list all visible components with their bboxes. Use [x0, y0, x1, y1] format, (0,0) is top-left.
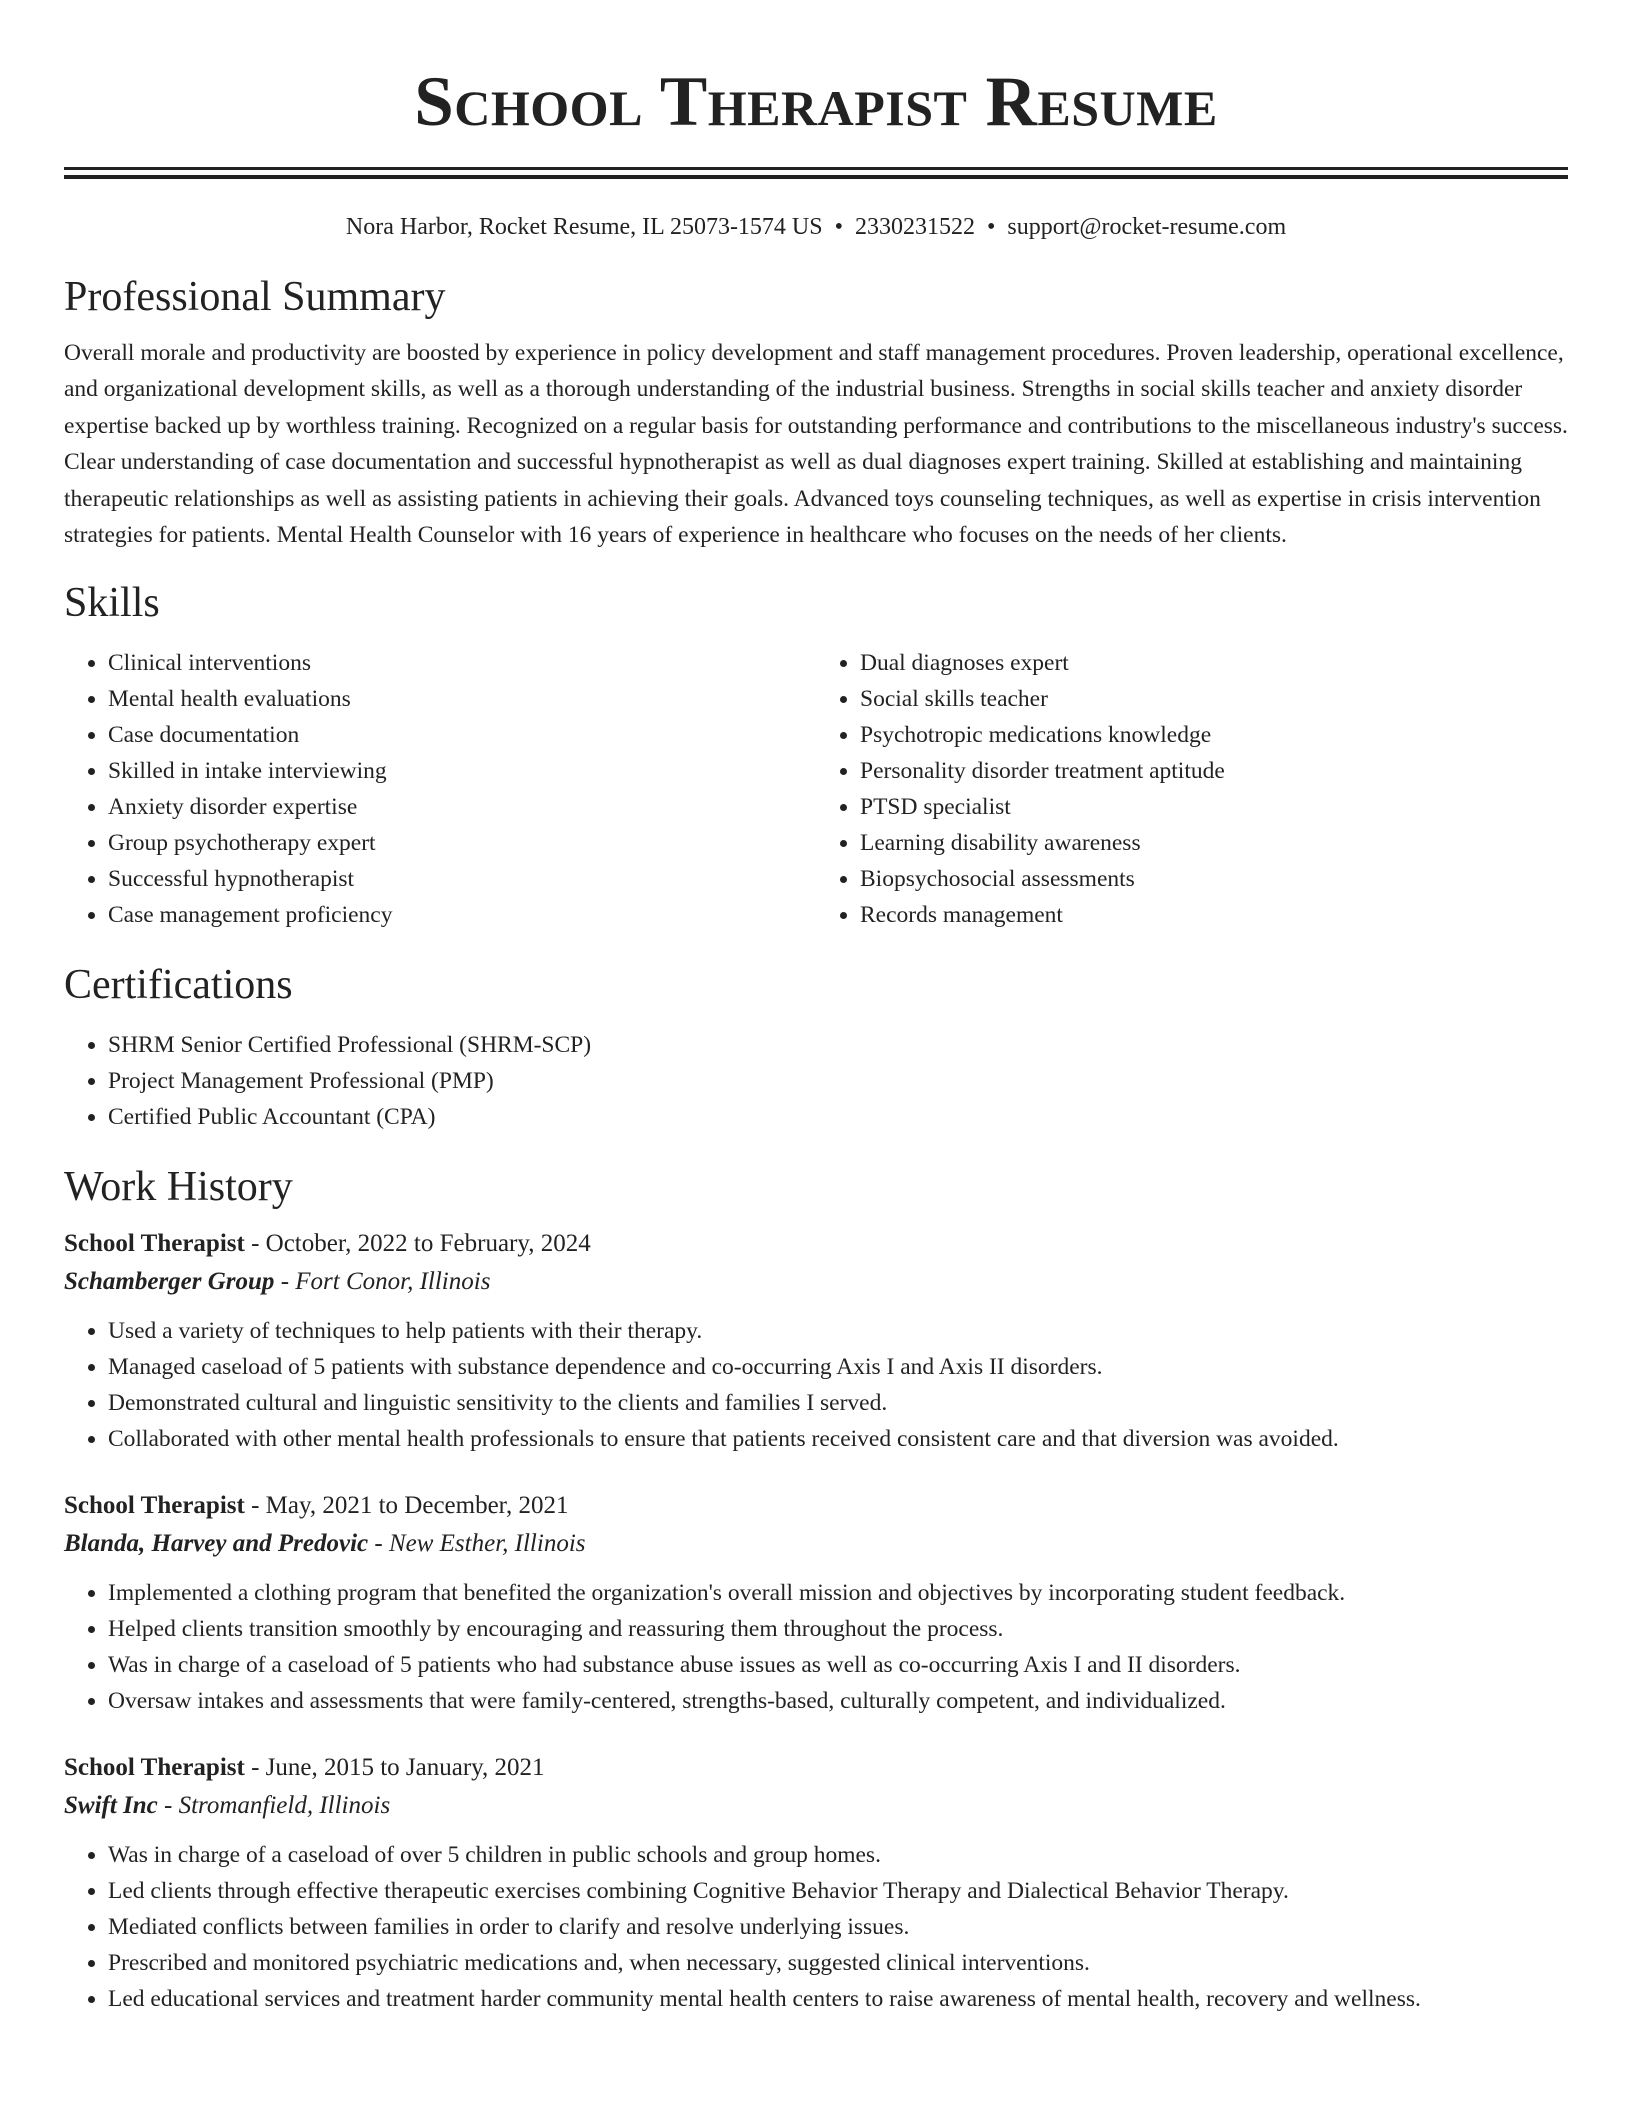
job-entry [64, 1749, 1568, 2017]
contact-line [64, 211, 1568, 243]
skill-item: • Biopsychosocial assessments [860, 861, 1568, 897]
skill-item: • Clinical interventions [108, 645, 816, 681]
job-title: School Therapist [64, 1492, 245, 1520]
skill-item: • Dual diagnoses expert [860, 645, 1568, 681]
job-location: - Fort Conor, Illinois [274, 1268, 491, 1296]
job-bullet: • Demonstrated cultural and linguistic sensitivity to the clients and families I served. [108, 1385, 1568, 1421]
job-bullets [64, 1575, 1568, 1719]
contact-email: support@rocket-resume.com [1007, 214, 1287, 240]
job-bullet: • Led educational services and treatment harder community mental health centers to raise awareness of mental health, recovery and wellness. [108, 1981, 1568, 2017]
contact-separator: • [834, 214, 844, 240]
resume-page [64, 0, 1568, 2017]
job-title: School Therapist [64, 1230, 245, 1258]
skill-item: • Social skills teacher [860, 681, 1568, 717]
skill-item: • Successful hypnotherapist [108, 861, 816, 897]
job-entry [64, 1225, 1568, 1457]
job-location: - Stromanfield, Illinois [157, 1792, 391, 1820]
job-bullet: • Mediated conflicts between families in order to clarify and resolve underlying issues. [108, 1909, 1568, 1945]
certifications-heading: Certifications [64, 962, 293, 1009]
job-title-line [64, 1487, 1568, 1525]
job-company: Swift Inc [64, 1792, 158, 1820]
job-title-line [64, 1225, 1568, 1263]
job-title-line [64, 1749, 1568, 1787]
skill-item: • Personality disorder treatment aptitude [860, 753, 1568, 789]
skill-item: • Psychotropic medications knowledge [860, 717, 1568, 753]
job-bullets [64, 1837, 1568, 2017]
job-company-line [64, 1263, 1568, 1301]
skill-item: • Mental health evaluations [108, 681, 816, 717]
skills-heading: Skills [64, 580, 160, 627]
skill-item: • Anxiety disorder expertise [108, 789, 816, 825]
job-bullet: • Implemented a clothing program that benefited the organization's overall mission and objectives by incorporating student feedback. [108, 1575, 1568, 1611]
title-divider-bottom [64, 175, 1568, 179]
contact-separator: • [987, 214, 996, 240]
job-bullet: • Oversaw intakes and assessments that were family-centered, strengths-based, culturally competent, and individualized. [108, 1683, 1568, 1719]
job-bullet: • Prescribed and monitored psychiatric medications and, when necessary, suggested clinical interventions. [108, 1945, 1568, 1981]
certification-item: • SHRM Senior Certified Professional (SHRM-SCP) [108, 1027, 1568, 1063]
job-bullet: • Helped clients transition smoothly by encouraging and reassuring them throughout the process. [108, 1611, 1568, 1647]
job-company-line [64, 1525, 1568, 1563]
skills-columns [64, 645, 1568, 933]
skill-item: • Group psychotherapy expert [108, 825, 816, 861]
job-title: School Therapist [64, 1754, 245, 1782]
skills-list-right [816, 645, 1568, 933]
job-dates: - October, 2022 to February, 2024 [244, 1230, 591, 1258]
skill-item: • Records management [860, 897, 1568, 933]
job-company: Blanda, Harvey and Predovic [64, 1530, 369, 1558]
skill-item: • Case management proficiency [108, 897, 816, 933]
job-bullet: • Was in charge of a caseload of 5 patients who had substance abuse issues as well as co-occurring Axis I and II disorders. [108, 1647, 1568, 1683]
job-company-line [64, 1787, 1568, 1825]
job-location: - New Esther, Illinois [368, 1530, 586, 1558]
job-bullet: • Collaborated with other mental health professionals to ensure that patients received consistent care and that diversion was avoided. [108, 1421, 1568, 1457]
contact-phone: 2330231522 [855, 214, 976, 240]
skill-item: • Learning disability awareness [860, 825, 1568, 861]
work-history-heading: Work History [64, 1164, 293, 1211]
job-bullet: • Used a variety of techniques to help patients with their therapy. [108, 1313, 1568, 1349]
job-company: Schamberger Group [64, 1268, 275, 1296]
job-entry [64, 1487, 1568, 1719]
job-bullets [64, 1313, 1568, 1457]
resume-title: School Therapist Resume [414, 63, 1218, 141]
skill-item: • PTSD specialist [860, 789, 1568, 825]
job-bullet: • Was in charge of a caseload of over 5 children in public schools and group homes. [108, 1837, 1568, 1873]
contact-address: Nora Harbor, Rocket Resume, IL 25073-1574 US [345, 214, 823, 240]
certifications-list [64, 1027, 1568, 1135]
skill-item: • Case documentation [108, 717, 816, 753]
skills-list-left [64, 645, 816, 933]
certification-item: • Project Management Professional (PMP) [108, 1063, 1568, 1099]
certification-item: • Certified Public Accountant (CPA) [108, 1099, 1568, 1135]
job-bullet: • Led clients through effective therapeutic exercises combining Cognitive Behavior Therapy and Dialectical Behavior Therapy. [108, 1873, 1568, 1909]
summary-heading: Professional Summary [64, 274, 446, 320]
title-divider-top [64, 167, 1568, 170]
job-bullet: • Managed caseload of 5 patients with substance dependence and co-occurring Axis I and Axis II disorders. [108, 1349, 1568, 1385]
summary-text: Overall morale and productivity are boosted by experience in policy development and staff management procedures. Proven leadership, operational excellence, and organizational development skills, as well as a thorough understanding of the industrial business. Strengths in social skills teacher and anxiety disorder expertise backed up by worthless training. Recognized on a regular basis for outstanding performance and contributions to the miscellaneous industry's success. Clear understanding of case documentation and successful hypnotherapist as well as dual diagnoses expert training. Skilled at establishing and maintaining therapeutic relationships as well as assisting patients in achieving their goals. Advanced toys counseling techniques, as well as expertise in crisis intervention strategies for patients. Mental Health Counselor with 16 years of experience in healthcare who focuses on the needs of her clients. [64, 340, 1568, 549]
skill-item: • Skilled in intake interviewing [108, 753, 816, 789]
job-dates: - May, 2021 to December, 2021 [244, 1492, 569, 1520]
job-dates: - June, 2015 to January, 2021 [244, 1754, 545, 1782]
